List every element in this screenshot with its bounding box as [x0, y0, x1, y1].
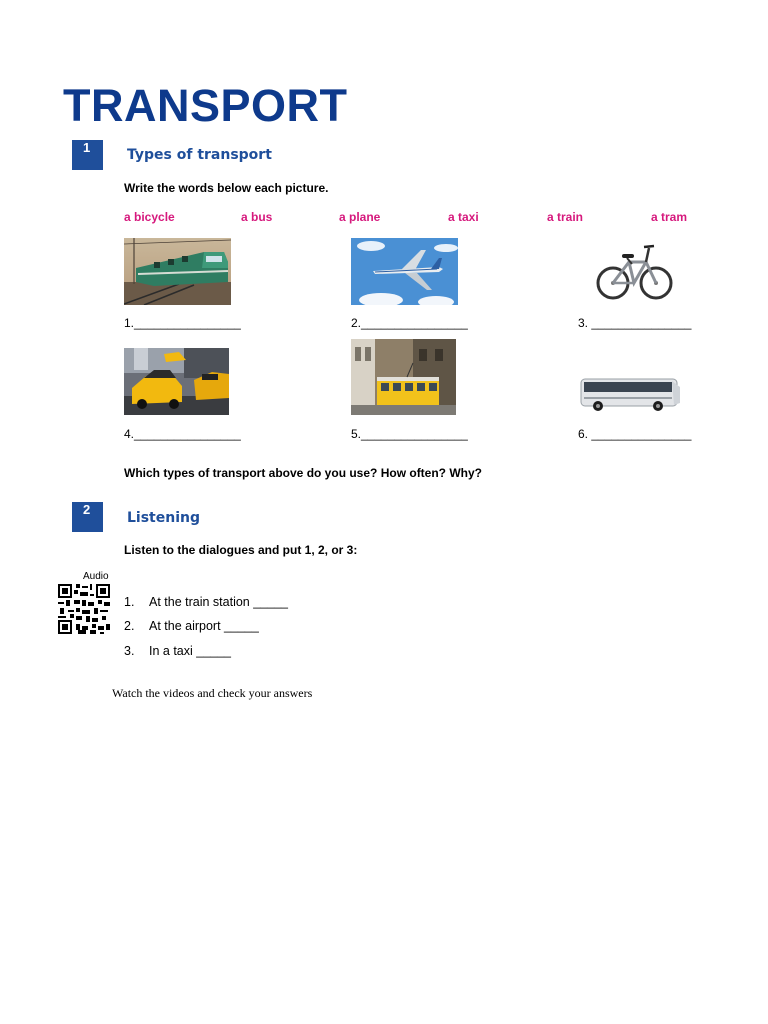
section-1-instruction: Write the words below each picture.: [124, 181, 329, 195]
section-2-instruction: Listen to the dialogues and put 1, 2, or 3:: [124, 543, 358, 557]
answer-1[interactable]: 1.________________: [124, 316, 241, 330]
bus-picture: [578, 375, 683, 413]
list-item-1-number: 1.: [124, 595, 135, 609]
list-item-3-number: 3.: [124, 644, 135, 658]
word-bus: a bus: [241, 210, 273, 224]
word-bicycle: a bicycle: [124, 210, 175, 224]
word-plane: a plane: [339, 210, 381, 224]
section-2-number: 2: [72, 502, 103, 532]
list-item-3-text[interactable]: In a taxi _____: [149, 644, 232, 658]
list-item-1-text[interactable]: At the train station _____: [149, 595, 288, 609]
plane-picture: [351, 238, 458, 305]
answer-5[interactable]: 5.________________: [351, 427, 468, 441]
word-taxi: a taxi: [448, 210, 479, 224]
section-1-question: Which types of transport above do you use? How often? Why?: [124, 466, 483, 480]
video-note: Watch the videos and check your answers: [112, 686, 313, 700]
section-2-title: Listening: [127, 510, 200, 526]
answer-4[interactable]: 4.________________: [124, 427, 241, 441]
tram-picture: [351, 339, 456, 415]
answer-3[interactable]: 3. _______________: [578, 316, 692, 330]
word-train: a train: [547, 210, 584, 224]
list-item-2-number: 2.: [124, 619, 135, 633]
train-picture: [124, 238, 231, 305]
answer-2[interactable]: 2.________________: [351, 316, 468, 330]
bicycle-picture: [594, 240, 674, 304]
taxi-picture: [124, 348, 229, 415]
answer-6[interactable]: 6. _______________: [578, 427, 692, 441]
qr-code-icon[interactable]: [58, 584, 110, 634]
qr-label: Audio: [83, 571, 109, 582]
section-1-number: 1: [72, 140, 103, 170]
section-1-title: Types of transport: [127, 147, 272, 163]
page-title: TRANSPORT: [63, 80, 348, 131]
word-tram: a tram: [651, 210, 688, 224]
list-item-2-text[interactable]: At the airport _____: [149, 619, 259, 633]
